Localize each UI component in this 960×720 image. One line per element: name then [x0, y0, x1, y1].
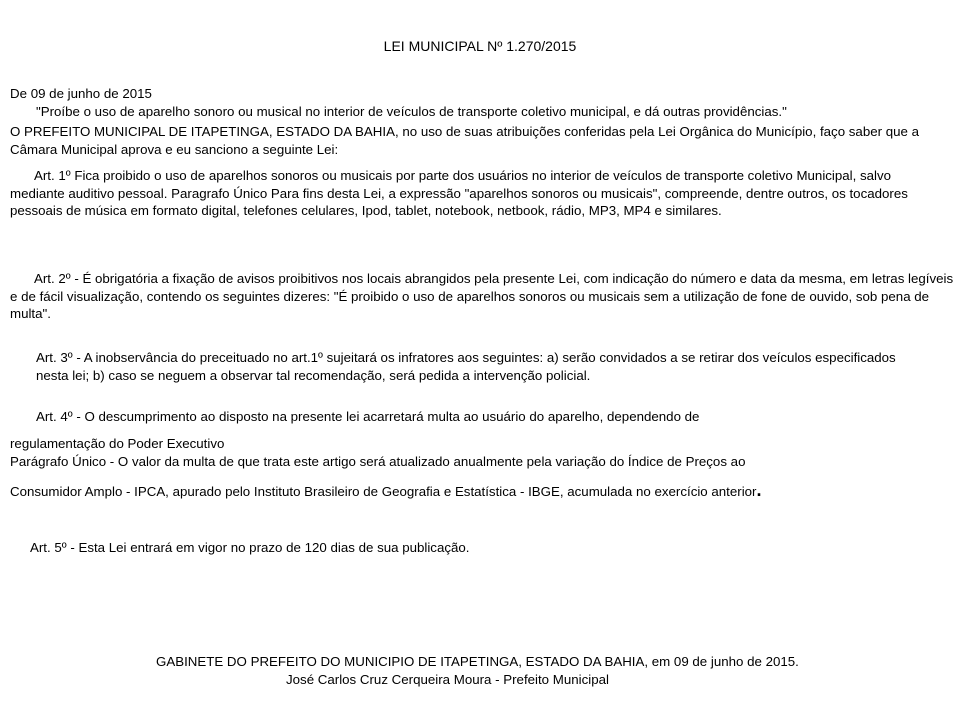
article-4-paragraph-text: Consumidor Amplo - IPCA, apurado pelo Instituto Brasileiro de Geografia e Estatística - IBGE, acumulada no exercício anterior	[10, 484, 757, 499]
ementa: "Proíbe o uso de aparelho sonoro ou musical no interior de veículos de transporte coletivo municipal, e dá outras providências."	[36, 104, 787, 119]
article-4-paragraph-line-2	[10, 482, 762, 500]
article-1: Art. 1º Fica proibido o uso de aparelhos sonoros ou musicais por parte dos usuários no interior de veículos de transporte coletivo Municipal, salvo mediante auditivo pessoal. Paragrafo Único Para fins desta Lei, a expressão "aparelhos sonoros ou musicais", compreende, dentre outros, os tocadores pessoais de música em formato digital, telefones celulares, Ipod, tablet, notebook, netbook, rádio, MP3, MP4 e similares.	[10, 168, 908, 218]
article-3: Art. 3º - A inobservância do preceituado no art.1º sujeitará os infratores aos seguintes: a) serão convidados a se retirar dos veículos especificados nesta lei; b) caso se neguem a observar tal recomendação, será pedida a intervenção policial.	[36, 350, 896, 383]
closing-line: GABINETE DO PREFEITO DO MUNICIPIO DE ITAPETINGA, ESTADO DA BAHIA, em 09 de junho de 2015.	[156, 654, 799, 669]
article-4-continuation: regulamentação do Poder Executivo	[10, 436, 225, 451]
article-4: Art. 4º - O descumprimento ao disposto na presente lei acarretará multa ao usuário do aparelho, dependendo de	[36, 409, 700, 424]
article-2: Art. 2º - É obrigatória a fixação de avisos proibitivos nos locais abrangidos pela presente Lei, com indicação do número e data da mesma, em letras legíveis e de fácil visualização, contendo os seguintes dizeres: "É proibido o uso de aparelhos sonoros ou musicais sem a utilização de fone de ouvido, sob pena de multa".	[10, 271, 954, 321]
article-4-paragraph-end: .	[756, 480, 762, 500]
date-line: De 09 de junho de 2015	[10, 86, 152, 101]
document-title: LEI MUNICIPAL Nº 1.270/2015	[383, 38, 577, 54]
article-4-paragraph-line-1: Parágrafo Único - O valor da multa de que trata este artigo será atualizado anualmente pela variação do Índice de Preços ao	[10, 454, 746, 469]
article-5: Art. 5º - Esta Lei entrará em vigor no prazo de 120 dias de sua publicação.	[30, 540, 470, 555]
preamble: O PREFEITO MUNICIPAL DE ITAPETINGA, ESTADO DA BAHIA, no uso de suas atribuições conferidas pela Lei Orgânica do Município, faço saber que a Câmara Municipal aprova e eu sanciono a seguinte Lei:	[10, 124, 920, 157]
signature-line: José Carlos Cruz Cerqueira Moura - Prefeito Municipal	[286, 672, 609, 687]
